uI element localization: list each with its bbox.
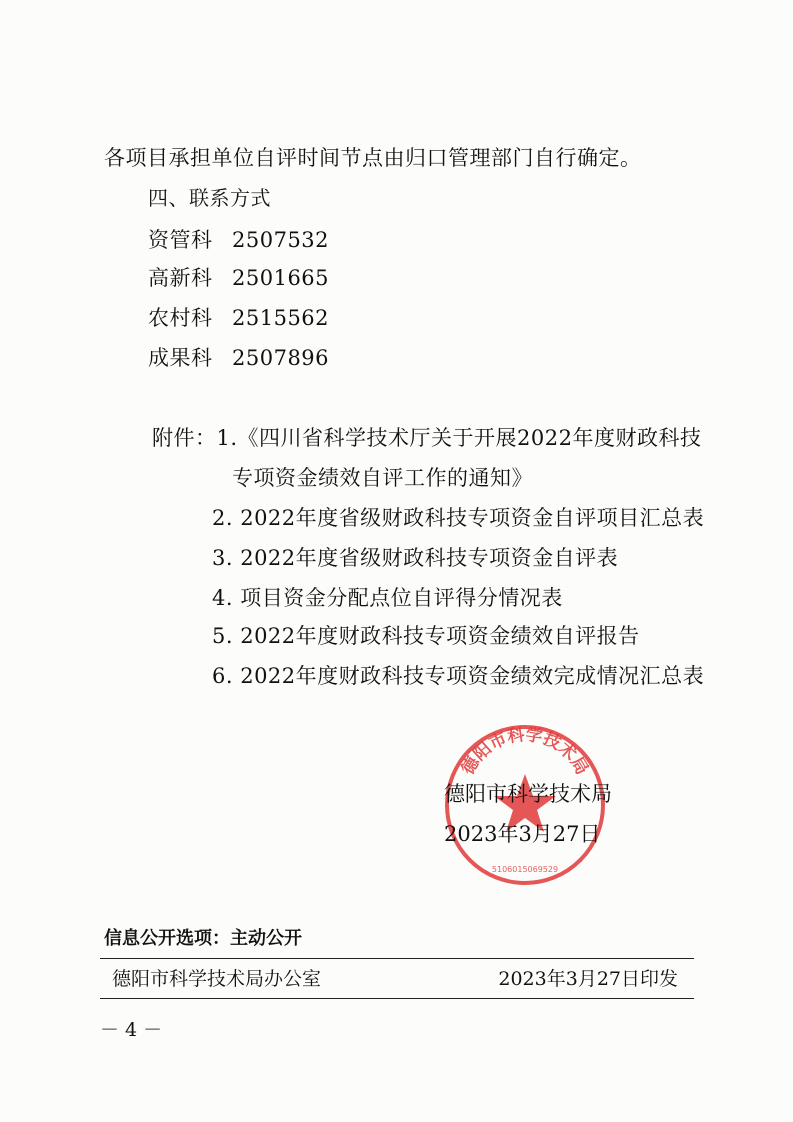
signature-organization: 德阳市科学技术局 xyxy=(444,782,612,806)
attachment-item: 5. 2022年度财政科技专项资金绩效自评报告 xyxy=(212,624,640,648)
attachment-item: 专项资金绩效自评工作的通知》 xyxy=(232,466,533,490)
contact-dept: 高新科 xyxy=(148,266,213,290)
footer-issuer: 德阳市科学技术局办公室 xyxy=(112,968,322,990)
attachment-item: 3. 2022年度省级财政科技专项资金自评表 xyxy=(212,546,619,570)
contact-row xyxy=(148,264,329,292)
contact-phone: 2507532 xyxy=(232,228,330,252)
contact-phone: 2515562 xyxy=(232,306,330,330)
section-heading: 四、联系方式 xyxy=(148,186,271,210)
attachment-line xyxy=(152,424,701,452)
contact-phone: 2507896 xyxy=(232,346,330,370)
attachment-item: 6. 2022年度财政科技专项资金绩效完成情况汇总表 xyxy=(212,664,705,688)
attachment-item: 4. 项目资金分配点位自评得分情况表 xyxy=(212,586,563,610)
contact-phone: 2501665 xyxy=(232,266,330,290)
attachment-item: 1.《四川省科学技术厅关于开展2022年度财政科技 xyxy=(216,426,702,450)
attachment-item: 2. 2022年度省级财政科技专项资金自评项目汇总表 xyxy=(212,506,705,530)
page-number: － 4 － xyxy=(100,1019,163,1041)
signature-date: 2023年3月27日 xyxy=(444,822,601,846)
svg-text:德阳市科学技术局: 德阳市科学技术局 xyxy=(458,724,592,779)
contact-dept: 成果科 xyxy=(148,346,213,370)
intro-line: 各项目承担单位自评时间节点由归口管理部门自行确定。 xyxy=(104,146,642,170)
disclosure-option: 信息公开选项：主动公开 xyxy=(104,928,302,949)
svg-text:5106015069529: 5106015069529 xyxy=(491,865,559,874)
contact-dept: 农村科 xyxy=(148,306,213,330)
contact-row xyxy=(148,344,329,372)
footer-top-rule xyxy=(100,958,694,959)
footer-issue-date: 2023年3月27日印发 xyxy=(498,968,678,990)
contact-row xyxy=(148,304,329,332)
attachments-label: 附件： xyxy=(152,426,217,450)
footer-bottom-rule xyxy=(100,998,694,999)
contact-row xyxy=(148,226,329,254)
contact-dept: 资管科 xyxy=(148,228,213,252)
